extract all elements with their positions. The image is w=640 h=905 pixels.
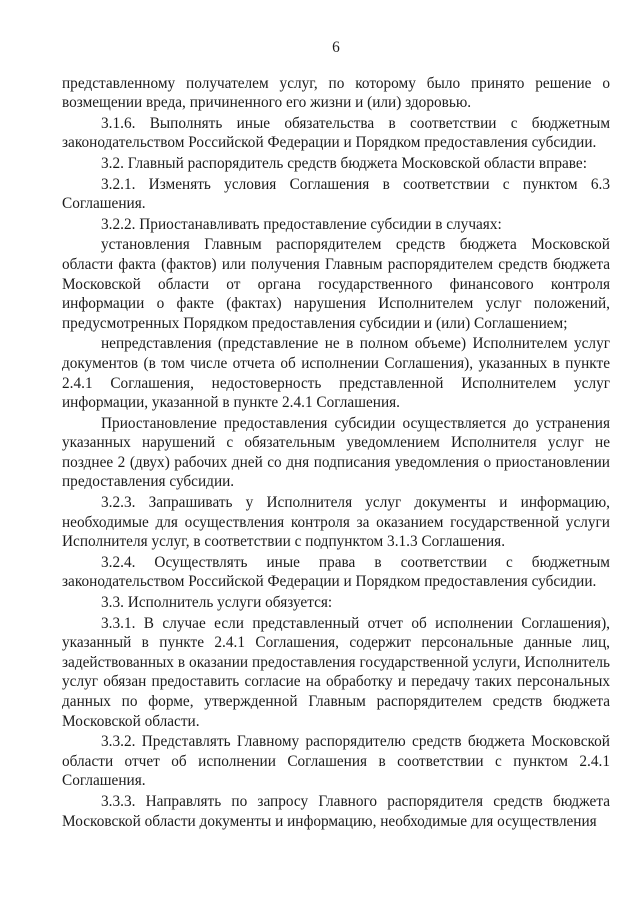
paragraph-case-nonsubmission: непредставления (представление не в полном объеме) Исполнителем услуг документов (в том числе отчета об исполнении Соглашения), указанных в пункте 2.4.1 Соглашения, недостоверность представленной Исполнителем услуг информации, указанной в пункте 2.4.1 Соглашения. bbox=[62, 335, 610, 412]
paragraph-suspension-notice: Приостановление предоставления субсидии осуществляется до устранения указанных нарушений с обязательным уведомлением Исполнителя услуг не позднее 2 (двух) рабочих дней со дня подписания уведомления о приостановлении предоставления субсидии. bbox=[62, 414, 610, 491]
paragraph-3-2: 3.2. Главный распорядитель средств бюджета Московской области вправе: bbox=[101, 154, 587, 172]
paragraph-3-2-3: 3.2.3. Запрашивать у Исполнителя услуг документы и информацию, необходимые для осуществления контроля за оказанием государственной услуги Исполнителя услуг, в соответствии с подпунктом 3.1.3 Соглашения. bbox=[62, 494, 610, 551]
paragraph-case-establishment: установления Главным распорядителем средств бюджета Московской области факта (фактов) или получения Главным распорядителем средств бюджета Московской области от органа государственного финансового контроля информации о факте (фактах) нарушения Исполнителем услуг положений, предусмотренных Порядком предоставления субсидии и (или) Соглашением; bbox=[62, 236, 610, 332]
paragraph-3-1-6: 3.1.6. Выполнять иные обязательства в соответствии с бюджетным законодательством Российской Федерации и Порядком предоставления субсидии. bbox=[62, 114, 610, 152]
paragraph-3-3-1: 3.3.1. В случае если представленный отчет об исполнении Соглашения), указанный в пункте 2.4.1 Соглашения, содержит персональные данные лиц, задействованных в оказании предоставления государственной услуги, Исполнитель услуг обязан предоставить согласие на обработку и передачу таких персональных данных по форме, утвержденной Главным распорядителем средств бюджета Московской области. bbox=[62, 614, 610, 730]
paragraph-continuation: представленному получателем услуг, по которому было принято решение о возмещении вреда, причиненного его жизни и (или) здоровью. bbox=[62, 74, 610, 112]
paragraph-3-2-2: 3.2.2. Приостанавливать предоставление субсидии в случаях: bbox=[101, 215, 502, 233]
paragraph-3-2-1: 3.2.1. Изменять условия Соглашения в соответствии с пунктом 6.3 Соглашения. bbox=[62, 175, 610, 213]
page-number: 6 bbox=[332, 39, 340, 56]
paragraph-3-3-2: 3.3.2. Представлять Главному распорядителю средств бюджета Московской области отчет об исполнении Соглашения в соответствии с пунктом 2.4.1 Соглашения. bbox=[62, 733, 610, 790]
paragraph-3-3-3: 3.3.3. Направлять по запросу Главного распорядителя средств бюджета Московской области документы и информацию, необходимые для осуществления bbox=[62, 792, 610, 830]
paragraph-3-3: 3.3. Исполнитель услуги обязуется: bbox=[101, 594, 333, 612]
paragraph-3-2-4: 3.2.4. Осуществлять иные права в соответствии с бюджетным законодательством Российской Федерации и Порядком предоставления субсидии. bbox=[62, 553, 610, 591]
